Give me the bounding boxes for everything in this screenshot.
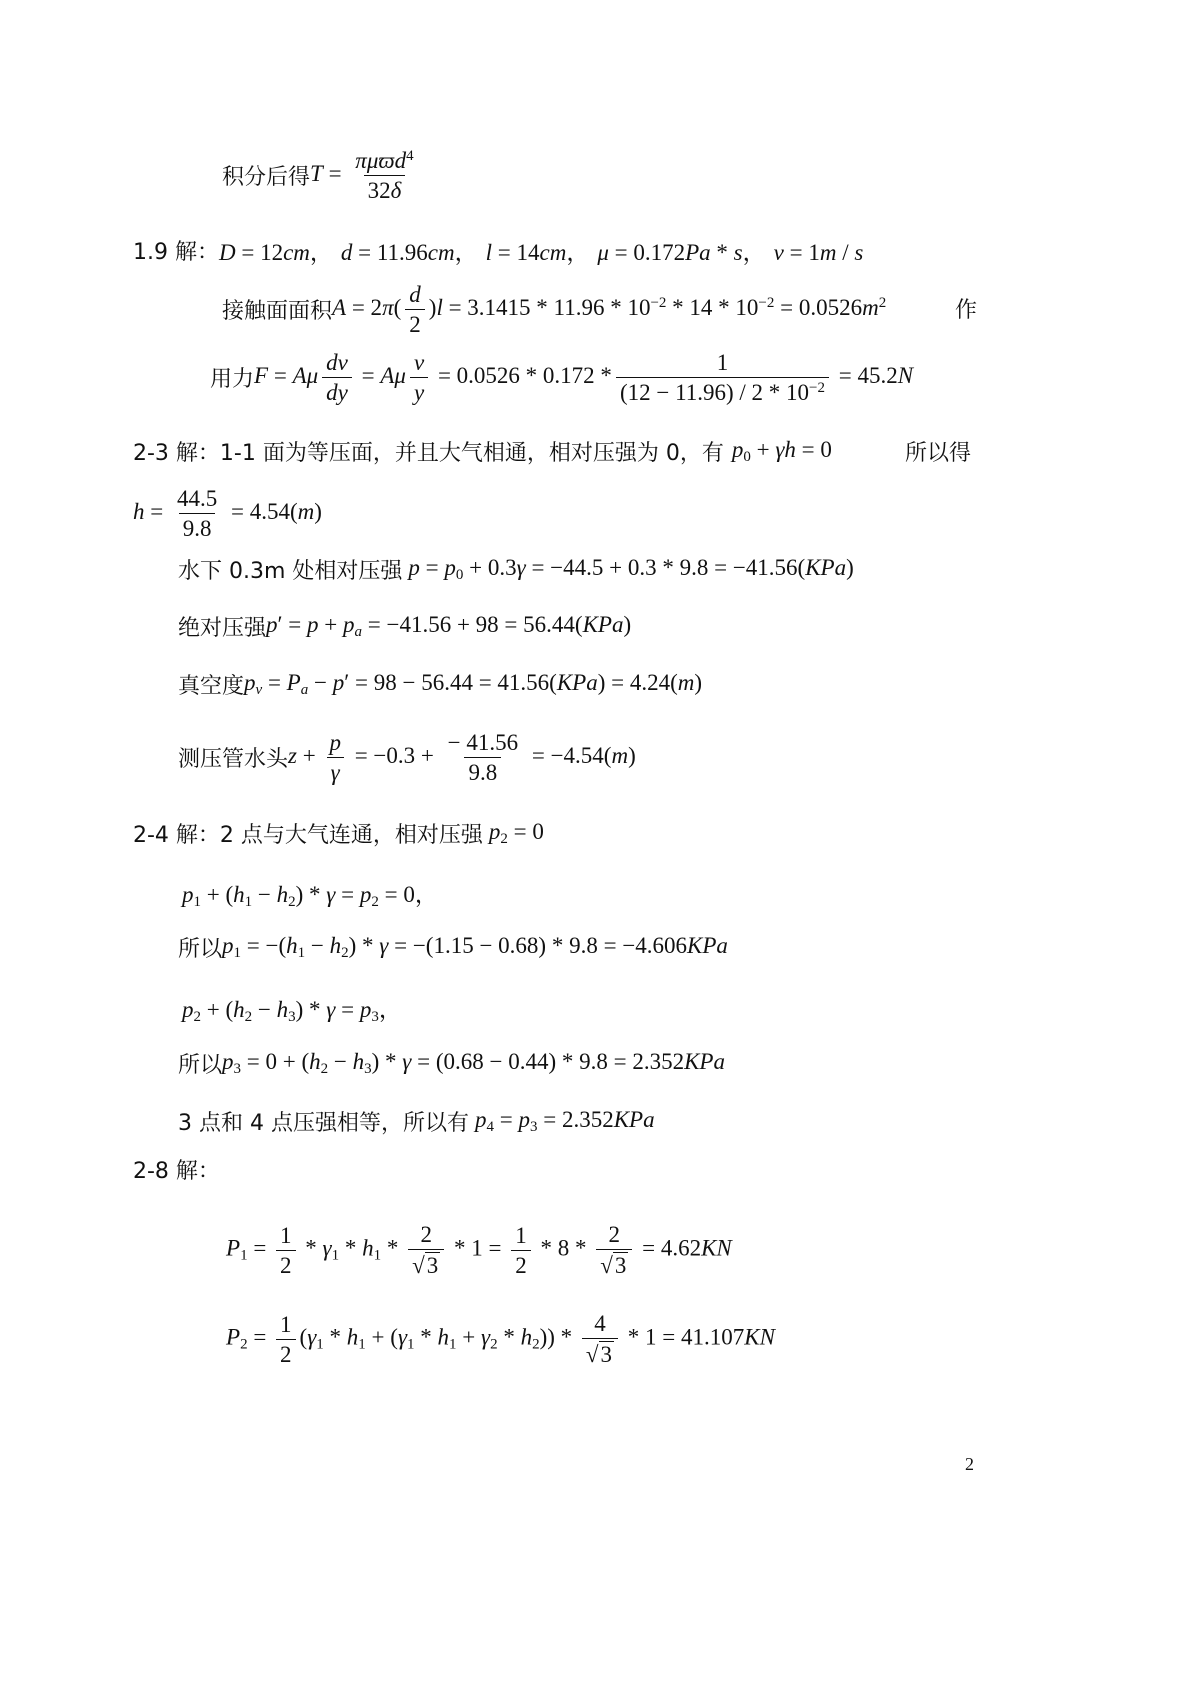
p4-label: 3 点和 4 点压强相等，所以有 bbox=[178, 1111, 469, 1136]
P1-formula: $P_1$ = $\frac{1}{2}$ * $\gamma_1 * h_1$ * 2 √ 3 * 1 = $\frac{1}{2}$ * 8 * 2 √ 3 = 4.62KN bbox=[226, 1222, 732, 1279]
problem-1-9-givens bbox=[133, 234, 863, 267]
eq-p1-line bbox=[182, 876, 438, 911]
vacuum-formula: $p_v = P_a - p' = 98 - 56.44 = 41.56(KPa) = 4.24(m)$ bbox=[244, 670, 703, 698]
P2-formula: $P_2$ = $\frac{1}{2}$ $(\gamma_1 * h_1 + (\gamma_1 * h_1 + \gamma_2 * h_2))$ * 4 √ 3 * 1 = 41.107KN bbox=[226, 1311, 775, 1368]
force-formula: F = Aμ $\frac{dv}{dy}$ = Aμ $\frac{v}{y}$ = 0.0526 * 0.172 * $\frac{1}{(12 - 11.96) / 2 * 10^{-2}}$ = 45.2N bbox=[254, 350, 914, 406]
absolute-pressure-label: 绝对压强 bbox=[178, 616, 267, 641]
p3-result-line bbox=[178, 1048, 725, 1079]
suoyide-text: 所以得 bbox=[905, 441, 972, 466]
under-water-label: 水下 0.3m 处相对压强 bbox=[178, 559, 403, 584]
integral-result-line bbox=[222, 148, 422, 204]
p4-line bbox=[178, 1106, 655, 1137]
formula-T: T = $\frac{\pi\mu ϖd^4}{32\delta}$ bbox=[310, 148, 414, 204]
absolute-pressure-formula: $p' = p + p_a = -41.56 + 98 = 56.44(KPa)$ bbox=[266, 612, 632, 640]
contact-area-label: 接触面面积 bbox=[222, 299, 333, 325]
eq-p1-formula: $p_1 + (h_1 - h_2) * \gamma = p_2 = 0$， bbox=[182, 882, 438, 910]
absolute-pressure-line bbox=[178, 611, 631, 642]
p1-result-formula: $p_1 = -(h_1 - h_2) * \gamma = -(1.15 - 0.68) * 9.8 = -4.606KPa$ bbox=[222, 933, 728, 961]
problem-2-8-line bbox=[133, 1154, 220, 1185]
P1-line bbox=[226, 1222, 732, 1279]
piezometric-head-label: 测压管水头 bbox=[178, 747, 289, 773]
eq-p3-formula: $p_2 + (h_2 - h_3) * \gamma = p_3$， bbox=[182, 997, 402, 1025]
suoyi-label-2: 所以 bbox=[178, 1053, 223, 1078]
problem-2-3-line bbox=[133, 436, 832, 467]
piezometric-head-line bbox=[178, 730, 636, 786]
p2-zero-formula: $p_2 = 0$ bbox=[488, 819, 544, 847]
relative-pressure-line bbox=[178, 554, 854, 585]
integral-label: 积分后得 bbox=[222, 165, 311, 191]
P2-line bbox=[226, 1311, 775, 1368]
eq-p3-line bbox=[182, 991, 402, 1026]
contact-area-formula: A = 2π( $\frac{d}{2}$ )$l = 3.1415 * 11.96 * 10^{-2} * 14 * 10^{-2} = 0.0526m^2$ bbox=[332, 282, 887, 338]
h-result-formula: h = $\frac{44.5}{9.8}$ = 4.54(m) bbox=[133, 486, 322, 542]
vacuum-line bbox=[178, 669, 702, 700]
zuo-char: 作 bbox=[955, 298, 978, 323]
piezometric-head-formula: z + $\frac{p}{\gamma}$ = −0.3 + $\frac{- 41.56}{9.8}$ = −4.54(m) bbox=[288, 730, 636, 786]
problem-2-8-head: 2-8 解： bbox=[133, 1159, 220, 1184]
p0-gamma-h-formula: $p_0 + \gamma h = 0$ bbox=[731, 437, 832, 465]
h-result-line bbox=[133, 486, 322, 542]
p1-result-line bbox=[178, 932, 728, 963]
p4-formula: $p_4 = p_3 = 2.352KPa$ bbox=[474, 1107, 655, 1135]
givens-formula: D = 12cm， d = 11.96cm， l = 14cm， μ = 0.172Pa * s， v = 1m / s bbox=[218, 240, 864, 265]
force-label: 用力 bbox=[210, 367, 255, 393]
page-number: 2 bbox=[965, 1454, 974, 1474]
suoyi-label-1: 所以 bbox=[178, 937, 223, 962]
force-line bbox=[210, 350, 913, 406]
contact-area-line bbox=[222, 282, 886, 338]
problem-2-4-text: 2-4 解：2 点与大气连通，相对压强 bbox=[133, 823, 483, 848]
vacuum-label: 真空度 bbox=[178, 674, 245, 699]
relative-pressure-formula: $p = p_0 + 0.3\gamma = -44.5 + 0.3 * 9.8 = -41.56(KPa)$ bbox=[408, 555, 854, 583]
problem-1-9-head: 1.9 解： bbox=[133, 240, 219, 265]
problem-2-3-text: 2-3 解：1-1 面为等压面，并且大气相通，相对压强为 0，有 bbox=[133, 441, 724, 466]
problem-2-4-line bbox=[133, 818, 544, 849]
p3-result-formula: $p_3 = 0 + (h_2 - h_3) * \gamma = (0.68 - 0.44) * 9.8 = 2.352KPa$ bbox=[222, 1049, 725, 1077]
